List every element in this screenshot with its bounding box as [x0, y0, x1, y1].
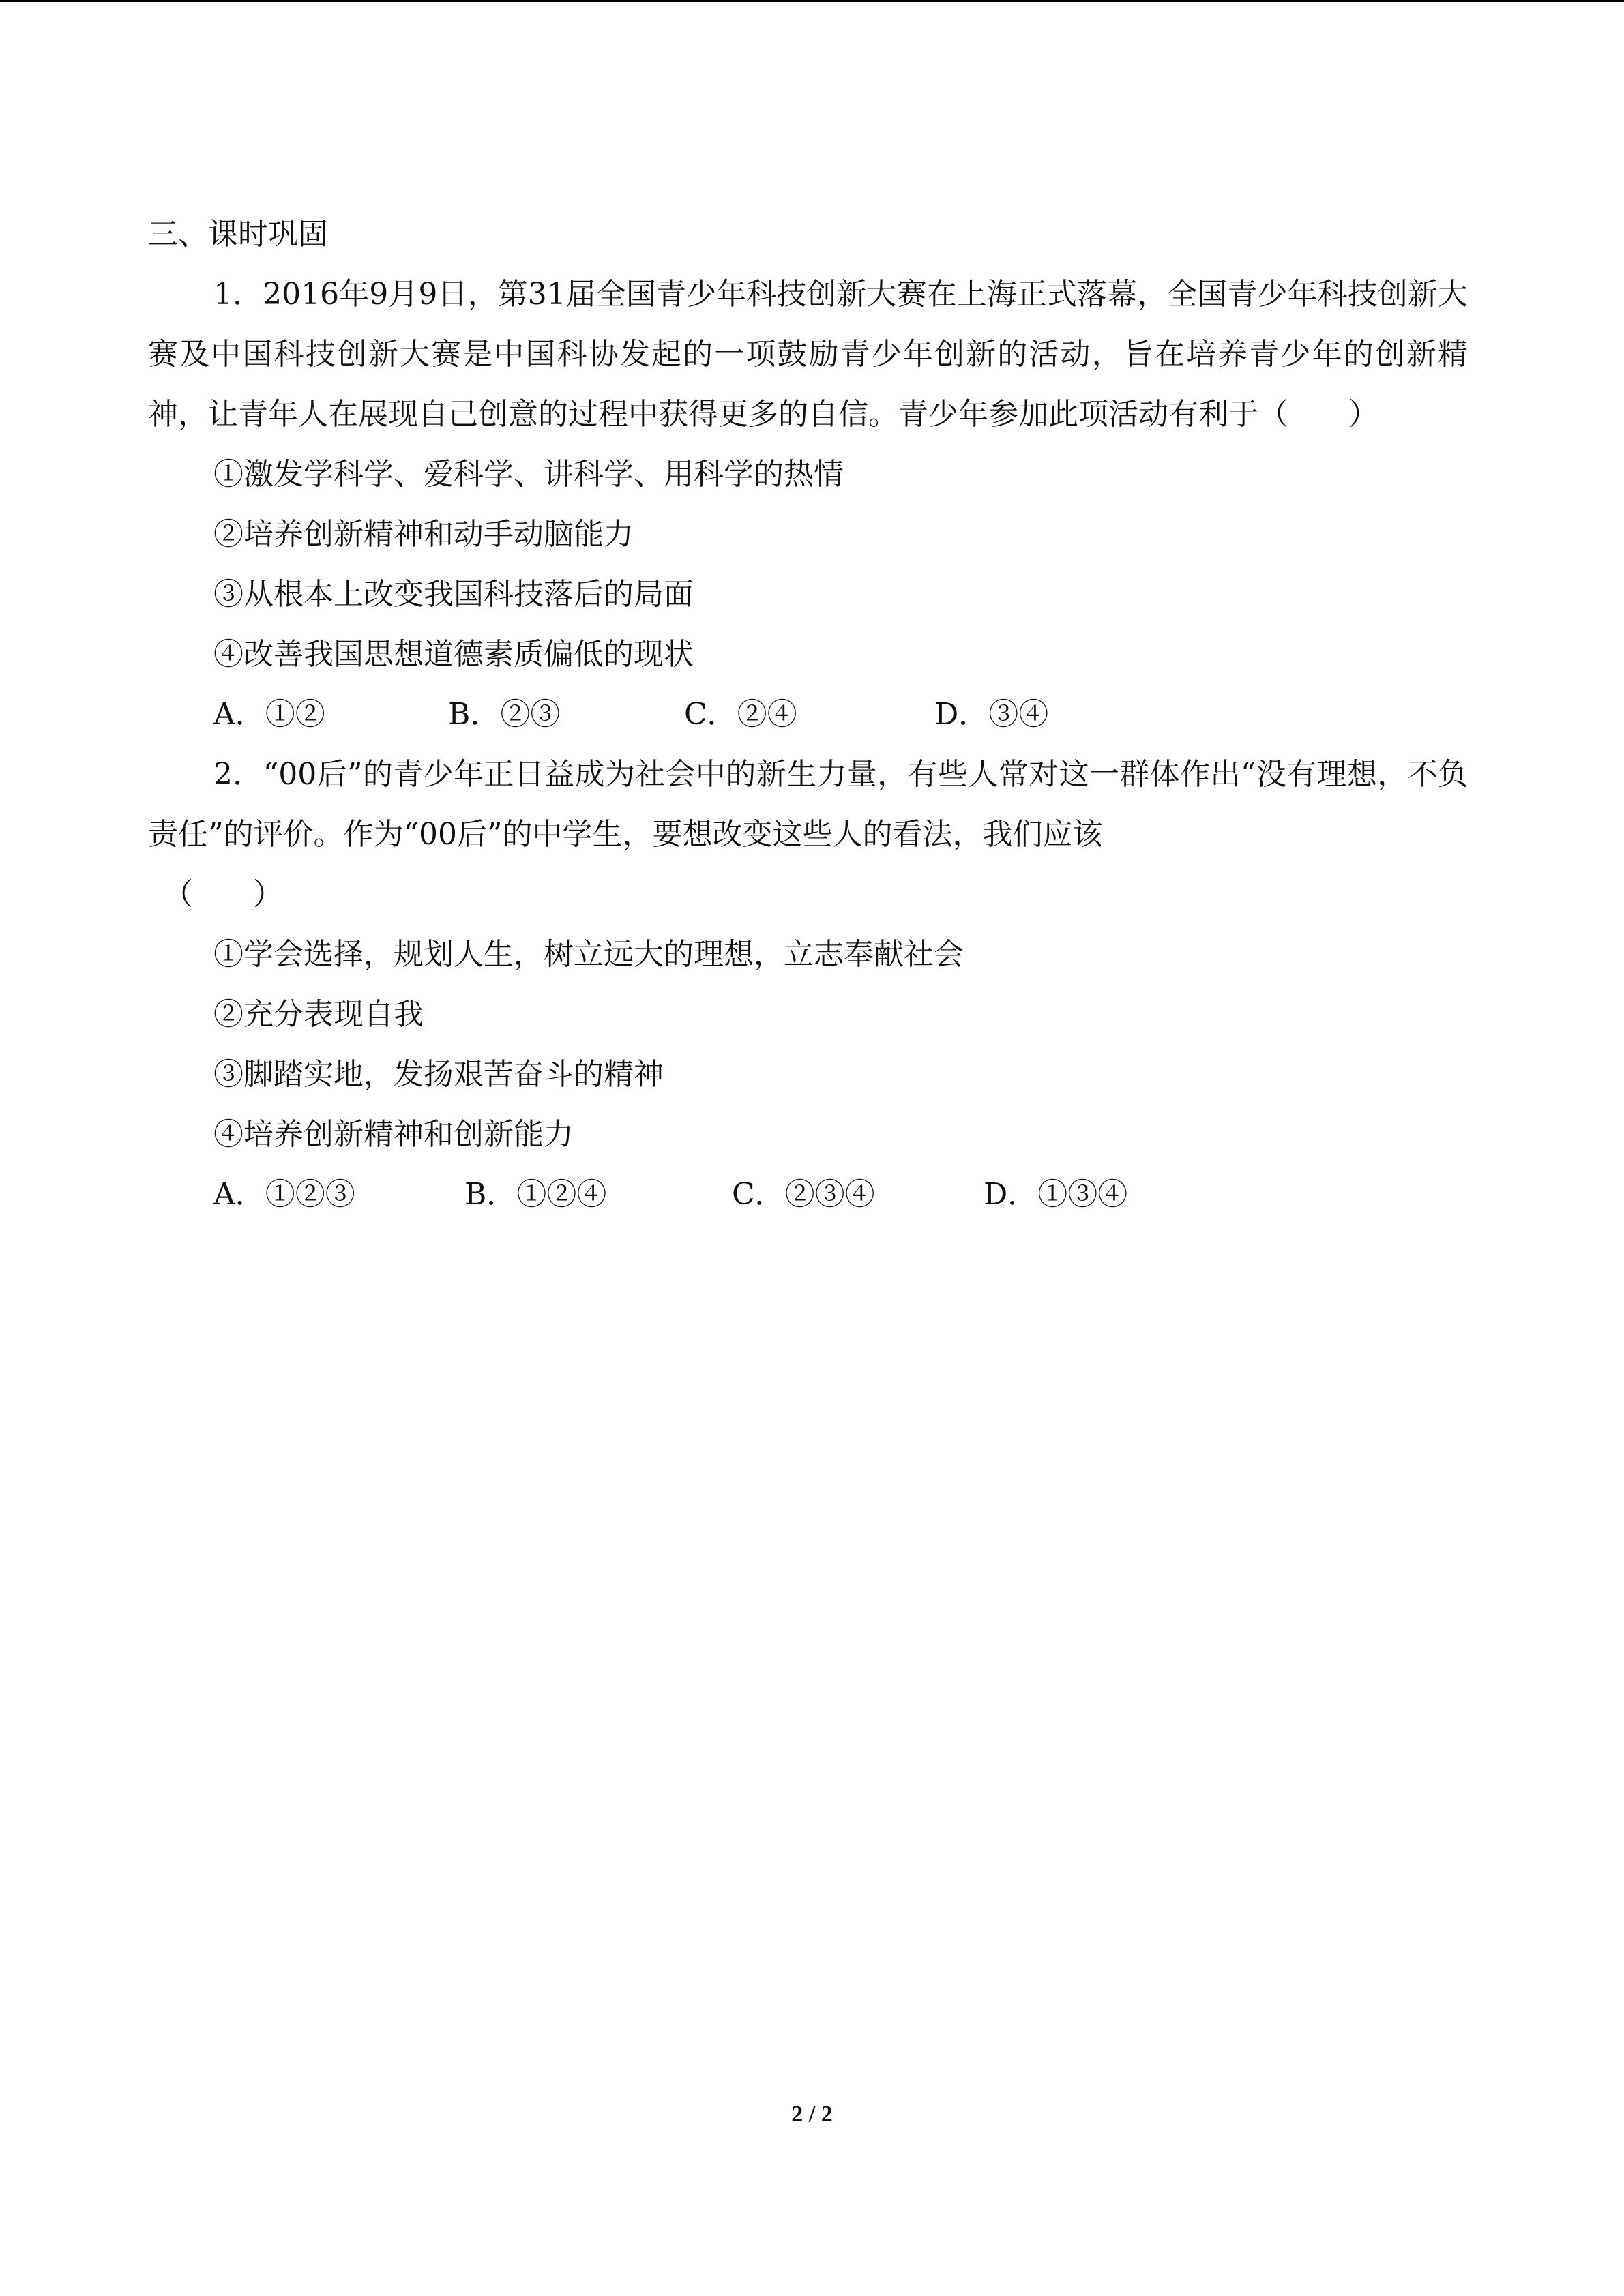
question-2 [148, 745, 1468, 1225]
question-1-choice-a: A．①② [213, 697, 325, 732]
question-2-choice-a: A．①②③ [213, 1177, 355, 1212]
question-2-answer-blank: （ ） [163, 877, 283, 912]
question-2-choice-b: B．①②④ [464, 1177, 607, 1212]
document-body [148, 205, 1468, 1225]
question-1-choice-b: B．②③ [448, 697, 561, 732]
section-heading: 三、课时巩固 [148, 217, 328, 252]
question-1-choices [148, 685, 1468, 745]
question-1-item-3: ③从根本上改变我国科技落后的局面 [213, 577, 694, 612]
question-2-item-2: ②充分表现自我 [213, 997, 424, 1032]
question-1-item-4: ④改善我国思想道德素质偏低的现状 [213, 637, 694, 672]
question-1-stem: 1．2016年9月9日，第31届全国青少年科技创新大赛在上海正式落幕，全国青少年科技创新大赛及中国科技创新大赛是中国科协发起的一项鼓励青少年创新的活动，旨在培养青少年的创新精神，让青年人在展现自己创意的过程中获得更多的自信。青少年参加此项活动有利于（ ） [148, 277, 1468, 432]
question-2-choice-c: C．②③④ [732, 1177, 875, 1212]
page-top-border [0, 0, 1624, 2]
page-number: 2 / 2 [791, 2102, 833, 2127]
question-2-item-4: ④培养创新精神和创新能力 [213, 1117, 574, 1152]
question-2-item-1: ①学会选择，规划人生，树立远大的理想，立志奉献社会 [213, 937, 964, 972]
question-1 [148, 265, 1468, 745]
question-2-choices [148, 1165, 1468, 1225]
question-2-stem: 2．“00后”的青少年正日益成为社会中的新生力量，有些人常对这一群体作出“没有理想，不负责任”的评价。作为“00后”的中学生，要想改变这些人的看法，我们应该 [148, 757, 1468, 852]
question-1-choice-c: C．②④ [684, 697, 797, 732]
question-1-choice-d: D．③④ [934, 697, 1049, 732]
question-1-item-1: ①激发学科学、爱科学、讲科学、用科学的热情 [213, 457, 844, 492]
question-2-choice-d: D．①③④ [984, 1177, 1128, 1212]
question-1-item-2: ②培养创新精神和动手动脑能力 [213, 517, 634, 552]
question-2-item-3: ③脚踏实地，发扬艰苦奋斗的精神 [213, 1057, 664, 1092]
